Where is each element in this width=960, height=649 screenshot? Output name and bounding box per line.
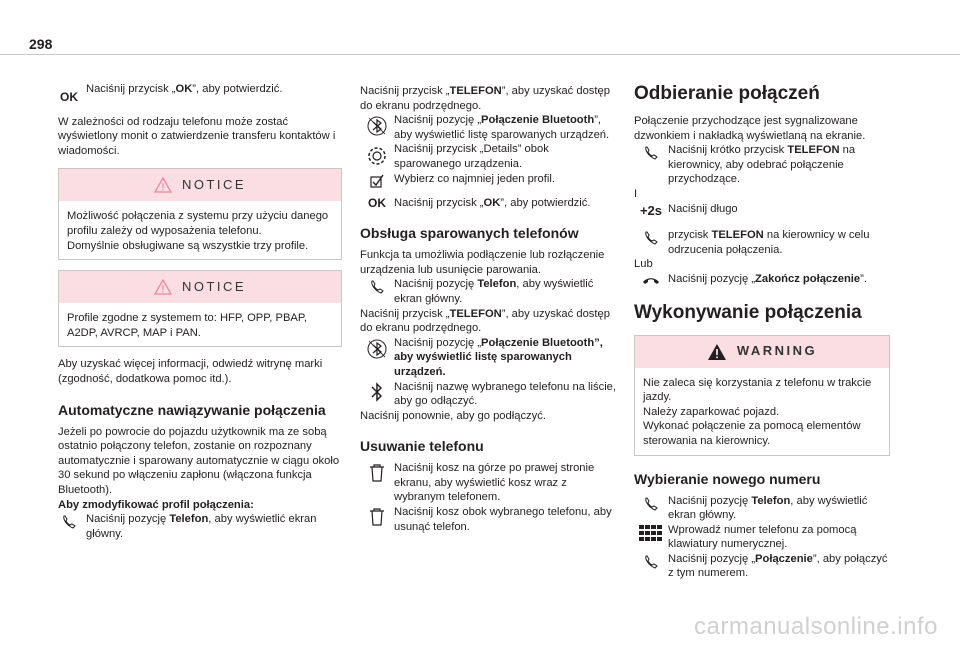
keypad-icon xyxy=(634,523,668,541)
notice-header: NOTICE xyxy=(59,271,341,303)
notice-1-line-1: Możliwość połączenia z systemu przy użyciu danego profilu zależy od wyposażenia telefonu. xyxy=(67,210,329,237)
trash-icon xyxy=(360,505,394,527)
more-info-text: Aby uzyskać więcej informacji, odwiedź witrynę marki (zgodność, dodatkowa pomoc itd.). xyxy=(58,358,323,385)
watermark: carmanualsonline.info xyxy=(694,613,938,640)
header-rule xyxy=(0,54,960,55)
answer-text: Połączenie przychodzące jest sygnalizowane dzwonkiem i nakładką wyświetlaną na ekranie. xyxy=(634,115,866,142)
notice-box-2 xyxy=(58,270,342,347)
delete-step-2: Naciśnij kosz obok wybranego telefonu, aby usunąć telefon. xyxy=(360,505,616,534)
paired-step-2: Naciśnij przycisk „TELEFON”, aby uzyskać dostęp do ekranu podrzędnego. xyxy=(360,307,610,335)
answer-heading: Odbieranie połączeń xyxy=(634,83,820,104)
or-label: Lub xyxy=(634,258,653,271)
phone-handset-icon xyxy=(634,494,668,512)
column-3 xyxy=(634,82,890,581)
bluetooth-symbol-icon xyxy=(360,380,394,402)
dial-heading: Wybieranie nowego numeru xyxy=(634,470,821,487)
column-1 xyxy=(58,82,342,541)
gear-icon xyxy=(360,142,394,168)
end-step: Naciśnij pozycję „Zakończ połączenie”. xyxy=(634,272,890,287)
paired-step-3: Naciśnij pozycję „Połączenie Bluetooth”, aby wyświetlić listę sparowanych urządzeń. xyxy=(360,336,616,380)
notice-1-line-2: Domyślnie obsługiwane są wszystkie trzy profile. xyxy=(67,239,309,252)
warning-triangle-icon xyxy=(154,177,172,193)
page-number: 298 xyxy=(29,36,53,52)
notice-header: NOTICE xyxy=(59,169,341,201)
details-step: Naciśnij przycisk „Details” obok sparowanego urządzenia. xyxy=(360,142,616,171)
phone-handset-icon xyxy=(360,277,394,295)
paired-text: Funkcja ta umożliwia podłączenie lub rozłączenie urządzenia lub usunięcie parowania. xyxy=(360,249,605,276)
dial-step-2: Wprowadź numer telefonu za pomocą klawiatury numerycznej. xyxy=(634,523,890,552)
paired-heading: Obsługa sparowanych telefonów xyxy=(360,225,579,242)
phone-handset-icon xyxy=(634,228,668,246)
trash-icon xyxy=(360,461,394,483)
hold-step: +2s Naciśnij długo xyxy=(634,202,890,219)
auto-connect-heading: Automatyczne nawiązywanie połączenia xyxy=(58,401,326,418)
reject-step: przycisk TELEFON na kierownicy w celu odrzucenia połączenia. xyxy=(634,228,890,257)
dial-step-3: Naciśnij pozycję „Połączenie”, aby połączyć z tym numerem. xyxy=(634,552,890,581)
column-2 xyxy=(360,84,616,534)
telefon-intro: Naciśnij przycisk „TELEFON”, aby uzyskać dostęp do ekranu podrzędnego. xyxy=(360,85,610,112)
checkbox-icon xyxy=(360,172,394,188)
auto-connect-text: Jeżeli po powrocie do pojazdu użytkownik ma ze sobą ostatnio połączony telefon, zostanie on rozpoznany automatycznie i sparowany automatycznie w ciągu około 30 sekund po włączeniu zapłonu (włączona funkcja Bluetooth). xyxy=(58,425,340,496)
bluetooth-icon xyxy=(360,336,394,360)
or-label: I xyxy=(634,187,638,200)
bt-step: Naciśnij pozycję „Połączenie Bluetooth”, aby wyświetlić listę sparowanych urządzeń. xyxy=(360,113,616,142)
answer-step: Naciśnij krótko przycisk TELEFON na kierownicy, aby odebrać połączenie przychodzące. xyxy=(634,143,890,187)
paired-step-4: Naciśnij nazwę wybranego telefonu na liście, aby go odłączyć. xyxy=(360,380,616,409)
auto-modify-label: Aby zmodyfikować profil połączenia: xyxy=(58,498,254,511)
dial-step-1: Naciśnij pozycję Telefon, aby wyświetlić ekran główny. xyxy=(634,494,890,523)
delete-step-1: Naciśnij kosz na górze po prawej stronie ekranu, aby wyświetlić kosz wraz z wybranym telefonem. xyxy=(360,461,616,505)
warning-header: WARNING xyxy=(635,336,889,368)
bluetooth-icon xyxy=(360,113,394,137)
ok-icon: OK xyxy=(60,90,78,104)
ok-step: OK Naciśnij przycisk „OK”, aby potwierdzić. xyxy=(86,82,342,105)
warning-line-2: Należy zaparkować pojazd. xyxy=(643,405,780,418)
warning-box xyxy=(634,335,890,456)
paired-step-5: Naciśnij ponownie, aby go podłączyć. xyxy=(360,409,546,422)
phone-handset-icon xyxy=(52,512,86,530)
phone-handset-icon xyxy=(634,552,668,570)
profile-step: Wybierz co najmniej jeden profil. xyxy=(360,172,616,188)
transfer-text: W zależności od rodzaju telefonu może zostać wyświetlony monit o zatwierdzenie transferu kontaktów i wiadomości. xyxy=(58,115,336,157)
warning-line-3: Wykonać połączenie za pomocą elementów sterowania na kierownicy. xyxy=(643,420,861,447)
long-press-icon: +2s xyxy=(639,202,663,218)
delete-heading: Usuwanie telefonu xyxy=(360,438,484,455)
warning-triangle-icon xyxy=(154,279,172,295)
ok-icon: OK xyxy=(368,195,386,210)
warning-line-1: Nie zaleca się korzystania z telefonu w trakcie jazdy. xyxy=(643,376,872,404)
auto-step: Naciśnij pozycję Telefon, aby wyświetlić ekran główny. xyxy=(86,512,342,541)
notice-2-text: Profile zgodne z systemem to: HFP, OPP, PBAP, A2DP, AVRCP, MAP i PAN. xyxy=(67,312,308,339)
phone-handset-icon xyxy=(634,143,668,161)
hang-up-icon xyxy=(634,272,668,286)
call-heading: Wykonywanie połączenia xyxy=(634,301,862,323)
paired-step-1: Naciśnij pozycję Telefon, aby wyświetlić ekran główny. xyxy=(360,277,616,306)
notice-box-1 xyxy=(58,168,342,260)
warning-triangle-icon xyxy=(707,343,727,361)
ok-step: OK Naciśnij przycisk „OK”, aby potwierdzić. xyxy=(360,188,616,211)
